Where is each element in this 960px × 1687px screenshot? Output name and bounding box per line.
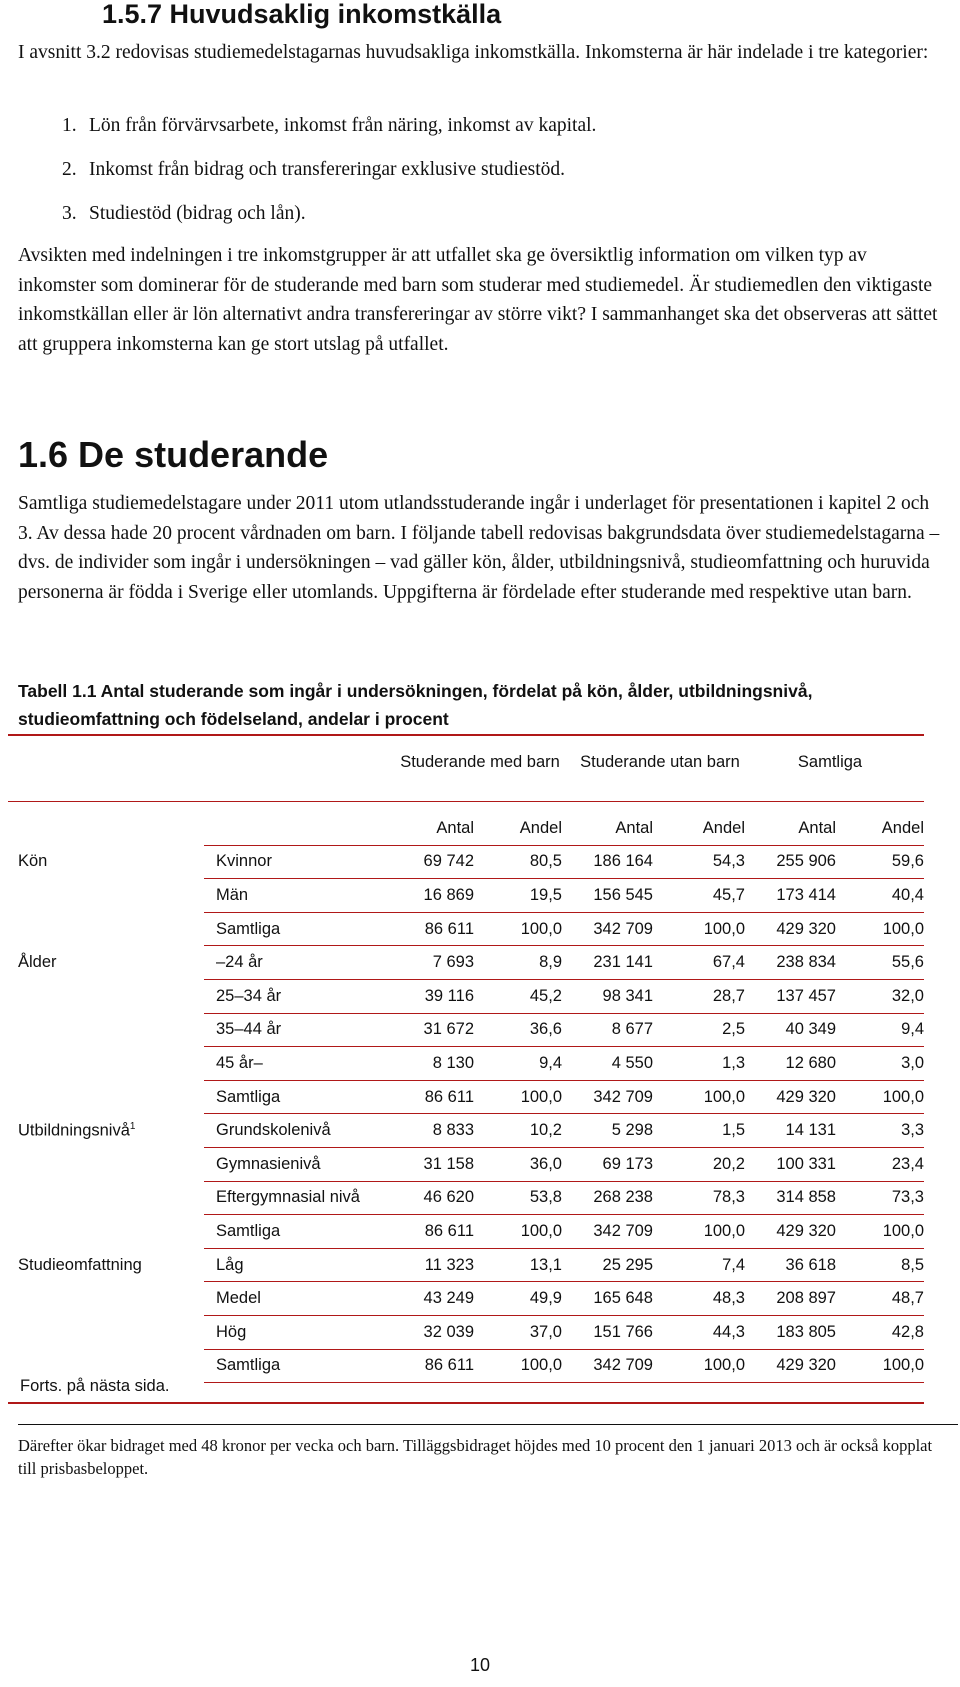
list-item-number: 3. (62, 203, 77, 224)
table-cell: 73,3 (836, 1181, 924, 1215)
table-cell: 342 709 (562, 1349, 653, 1383)
table-cell: 39 116 (384, 979, 474, 1013)
row-category-label: Eftergymnasial nivå (204, 1181, 384, 1215)
group-label-text: Utbildningsnivå (18, 1121, 130, 1140)
table-cell: 11 323 (384, 1248, 474, 1282)
row-group-label (8, 912, 204, 946)
table-cell: 86 611 (384, 1215, 474, 1249)
table-cell: 86 611 (384, 1080, 474, 1114)
table-cell: 44,3 (653, 1315, 745, 1349)
data-table (8, 812, 924, 1383)
table-cell: 69 173 (562, 1147, 653, 1181)
table-cell: 67,4 (653, 946, 745, 980)
table-cell: 36,0 (474, 1147, 562, 1181)
table-cell: 43 249 (384, 1282, 474, 1316)
row-group-label (8, 1013, 204, 1047)
table-cell: 342 709 (562, 1080, 653, 1114)
table-cell: 45,2 (474, 979, 562, 1013)
table-cell: 45,7 (653, 879, 745, 913)
row-category-label: Samtliga (204, 1080, 384, 1114)
table-row (8, 1315, 924, 1349)
row-group-label (8, 1215, 204, 1249)
table-cell: 28,7 (653, 979, 745, 1013)
table-cell: 48,3 (653, 1282, 745, 1316)
table-cell: 238 834 (745, 946, 836, 980)
row-group-label (8, 1181, 204, 1215)
table-cell: 8,9 (474, 946, 562, 980)
table-cell: 86 611 (384, 1349, 474, 1383)
row-group-label (8, 1047, 204, 1081)
list-item (62, 192, 922, 236)
row-group-label (8, 845, 204, 879)
table-row (8, 845, 924, 879)
table-cell: 100,0 (474, 1215, 562, 1249)
group-header-with-children: Studerande med barn (400, 753, 560, 771)
list-item-number: 2. (62, 159, 77, 180)
table-cell: 100,0 (653, 1349, 745, 1383)
table-cell: 31 672 (384, 1013, 474, 1047)
table-caption-line-1: Tabell 1.1 Antal studerande som ingår i undersökningen, fördelat på kön, ålder, utbildningsnivå, (18, 681, 813, 701)
table-caption-line-2: studieomfattning och födelseland, andelar i procent (18, 709, 449, 729)
row-category-label: Gymnasienivå (204, 1147, 384, 1181)
table-cell: 55,6 (836, 946, 924, 980)
table-cell: 9,4 (836, 1013, 924, 1047)
table-cell: 100,0 (836, 1215, 924, 1249)
table-bottom-rule (8, 1402, 924, 1404)
table-cell: 8 130 (384, 1047, 474, 1081)
table-cell: 48,7 (836, 1282, 924, 1316)
table-cell: 183 805 (745, 1315, 836, 1349)
table-row (8, 1114, 924, 1148)
footnote-marker: 1 (129, 1120, 136, 1132)
group-header-all: Samtliga (797, 753, 863, 771)
row-category-label: Låg (204, 1248, 384, 1282)
table-cell: 100,0 (836, 1349, 924, 1383)
table-cell: 54,3 (653, 845, 745, 879)
row-category-label: Samtliga (204, 912, 384, 946)
table-cell: 231 141 (562, 946, 653, 980)
table-row (8, 1047, 924, 1081)
table-cell: 32 039 (384, 1315, 474, 1349)
row-category-label: Samtliga (204, 1349, 384, 1383)
table-cell: 8 833 (384, 1114, 474, 1148)
table-cell: 25 295 (562, 1248, 653, 1282)
header-rule (8, 801, 924, 802)
footnote-separator (18, 1424, 958, 1425)
table-cell: 59,6 (836, 845, 924, 879)
income-category-list (62, 104, 922, 236)
section-heading-1-5-7: 1.5.7 Huvudsaklig inkomstkälla (102, 0, 502, 29)
table-cell: 40,4 (836, 879, 924, 913)
table-cell: 14 131 (745, 1114, 836, 1148)
table-cell: 12 680 (745, 1047, 836, 1081)
group-label-text: Kön (18, 852, 48, 871)
column-subheader: Antal (745, 812, 836, 845)
table-cell: 100,0 (474, 1349, 562, 1383)
table-cell: 31 158 (384, 1147, 474, 1181)
table-cell: 1,5 (653, 1114, 745, 1148)
table-cell: 429 320 (745, 912, 836, 946)
table-cell: 32,0 (836, 979, 924, 1013)
table-row (8, 1080, 924, 1114)
table-cell: 100,0 (653, 1215, 745, 1249)
table-cell: 173 414 (745, 879, 836, 913)
table-cell: 7 693 (384, 946, 474, 980)
table-cell: 13,1 (474, 1248, 562, 1282)
group-header-without-children: Studerande utan barn (580, 753, 740, 771)
table-cell: 49,9 (474, 1282, 562, 1316)
row-category-label: Hög (204, 1315, 384, 1349)
list-item-number: 1. (62, 115, 77, 136)
row-category-label: Grundskolenivå (204, 1114, 384, 1148)
table-cell: 342 709 (562, 912, 653, 946)
table-cell: 314 858 (745, 1181, 836, 1215)
table-cell: 165 648 (562, 1282, 653, 1316)
table-cell: 429 320 (745, 1215, 836, 1249)
table-row (8, 979, 924, 1013)
table-cell: 255 906 (745, 845, 836, 879)
column-subheader: Antal (562, 812, 653, 845)
row-group-label (8, 1315, 204, 1349)
table-top-rule (8, 734, 924, 736)
group-label-text: Studieomfattning (18, 1255, 142, 1274)
table-cell: 8 677 (562, 1013, 653, 1047)
table-cell: 53,8 (474, 1181, 562, 1215)
subheader-row (8, 812, 924, 845)
row-category-label: 35–44 år (204, 1013, 384, 1047)
row-category-label: 25–34 år (204, 979, 384, 1013)
column-subheader: Antal (384, 812, 474, 845)
row-category-label: Samtliga (204, 1215, 384, 1249)
table-row (8, 1147, 924, 1181)
table-row (8, 912, 924, 946)
table-cell: 98 341 (562, 979, 653, 1013)
table-cell: 151 766 (562, 1315, 653, 1349)
row-group-label (8, 1147, 204, 1181)
row-category-label: Kvinnor (204, 845, 384, 879)
table-row (8, 1248, 924, 1282)
table-cell: 268 238 (562, 1181, 653, 1215)
table-cell: 78,3 (653, 1181, 745, 1215)
intro-paragraph: I avsnitt 3.2 redovisas studiemedelstagarnas huvudsakliga inkomstkälla. Inkomsterna är här indelade i tre kategorier: (18, 42, 929, 63)
section-heading-1-6: 1.6 De studerande (18, 434, 329, 475)
table-cell: 80,5 (474, 845, 562, 879)
row-group-label (8, 979, 204, 1013)
table-cell: 100,0 (474, 912, 562, 946)
row-category-label: 45 år– (204, 1047, 384, 1081)
list-item-text: Inkomst från bidrag och transfereringar exklusive studiestöd. (89, 159, 565, 180)
table-cell: 137 457 (745, 979, 836, 1013)
table-cell: 208 897 (745, 1282, 836, 1316)
column-subheader: Andel (653, 812, 745, 845)
row-group-label (8, 1114, 204, 1148)
table-cell: 342 709 (562, 1215, 653, 1249)
table-cell: 100,0 (653, 1080, 745, 1114)
table-cell: 100,0 (836, 912, 924, 946)
table-cell: 23,4 (836, 1147, 924, 1181)
table-cell: 20,2 (653, 1147, 745, 1181)
table-cell: 2,5 (653, 1013, 745, 1047)
table-cell: 16 869 (384, 879, 474, 913)
table-cell: 69 742 (384, 845, 474, 879)
row-group-label (8, 1080, 204, 1114)
table-cell: 86 611 (384, 912, 474, 946)
row-group-label (8, 1248, 204, 1282)
column-subheader: Andel (836, 812, 924, 845)
table-cell: 4 550 (562, 1047, 653, 1081)
list-item (62, 148, 922, 192)
students-paragraph: Samtliga studiemedelstagare under 2011 utom utlandsstuderande ingår i underlaget för presentationen i kapitel 2 och 3. Av dessa hade 20 procent vårdnaden om barn. I följande tabell redovisas bakgrundsdata över studiemedelstagarna – dvs. de individer som ingår i undersökningen – vad gäller kön, ålder, utbildningsnivå, studieomfattning och huruvida personerna är födda i Sverige eller utomlands. Uppgifterna är fördelade efter studerande med respektive utan barn. (18, 493, 940, 603)
table-cell: 40 349 (745, 1013, 836, 1047)
row-group-label (8, 879, 204, 913)
table-cell: 100,0 (474, 1080, 562, 1114)
table-cell: 19,5 (474, 879, 562, 913)
continued-note: Forts. på nästa sida. (20, 1377, 170, 1395)
table-cell: 156 545 (562, 879, 653, 913)
table-row (8, 946, 924, 980)
table-cell: 42,8 (836, 1315, 924, 1349)
row-category-label: –24 år (204, 946, 384, 980)
footnote-text: Därefter ökar bidraget med 48 kronor per vecka och barn. Tilläggsbidraget höjdes med 10 procent den 1 januari 2013 och är också kopplat till prisbasbeloppet. (18, 1436, 933, 1478)
row-category-label: Män (204, 879, 384, 913)
table-cell: 7,4 (653, 1248, 745, 1282)
table-cell: 46 620 (384, 1181, 474, 1215)
table-cell: 186 164 (562, 845, 653, 879)
row-group-label (8, 946, 204, 980)
table-cell: 10,2 (474, 1114, 562, 1148)
table-cell: 36,6 (474, 1013, 562, 1047)
column-subheader: Andel (474, 812, 562, 845)
list-item-text: Studiestöd (bidrag och lån). (89, 203, 306, 224)
table-cell: 100,0 (836, 1080, 924, 1114)
table-cell: 100 331 (745, 1147, 836, 1181)
table-caption (18, 677, 938, 733)
list-item-text: Lön från förvärvsarbete, inkomst från näring, inkomst av kapital. (89, 115, 597, 136)
purpose-paragraph: Avsikten med indelningen i tre inkomstgrupper är att utfallet ska ge översiktlig information om vilken typ av inkomster som dominerar för de studerande med barn som studerar med studiemedel. Är studiemedlen den viktigaste inkomstkällan eller är lön alternativt andra transfereringar av större vikt? I sammanhanget ska det observeras att sättet att gruppera inkomsterna kan ge stort utslag på utfallet. (18, 245, 938, 355)
group-label-text: Ålder (18, 953, 57, 972)
table-row (8, 1282, 924, 1316)
table-cell: 36 618 (745, 1248, 836, 1282)
table-row (8, 1215, 924, 1249)
table-row (8, 1013, 924, 1047)
page-number: 10 (469, 1655, 491, 1675)
table-cell: 3,0 (836, 1047, 924, 1081)
table-cell: 3,3 (836, 1114, 924, 1148)
table-row (8, 1181, 924, 1215)
table-row (8, 879, 924, 913)
table-cell: 100,0 (653, 912, 745, 946)
table-cell: 429 320 (745, 1349, 836, 1383)
table-cell: 37,0 (474, 1315, 562, 1349)
list-item (62, 104, 922, 148)
row-group-label (8, 1282, 204, 1316)
table-cell: 8,5 (836, 1248, 924, 1282)
row-category-label: Medel (204, 1282, 384, 1316)
table-cell: 5 298 (562, 1114, 653, 1148)
table-cell: 429 320 (745, 1080, 836, 1114)
table-cell: 9,4 (474, 1047, 562, 1081)
table-cell: 1,3 (653, 1047, 745, 1081)
